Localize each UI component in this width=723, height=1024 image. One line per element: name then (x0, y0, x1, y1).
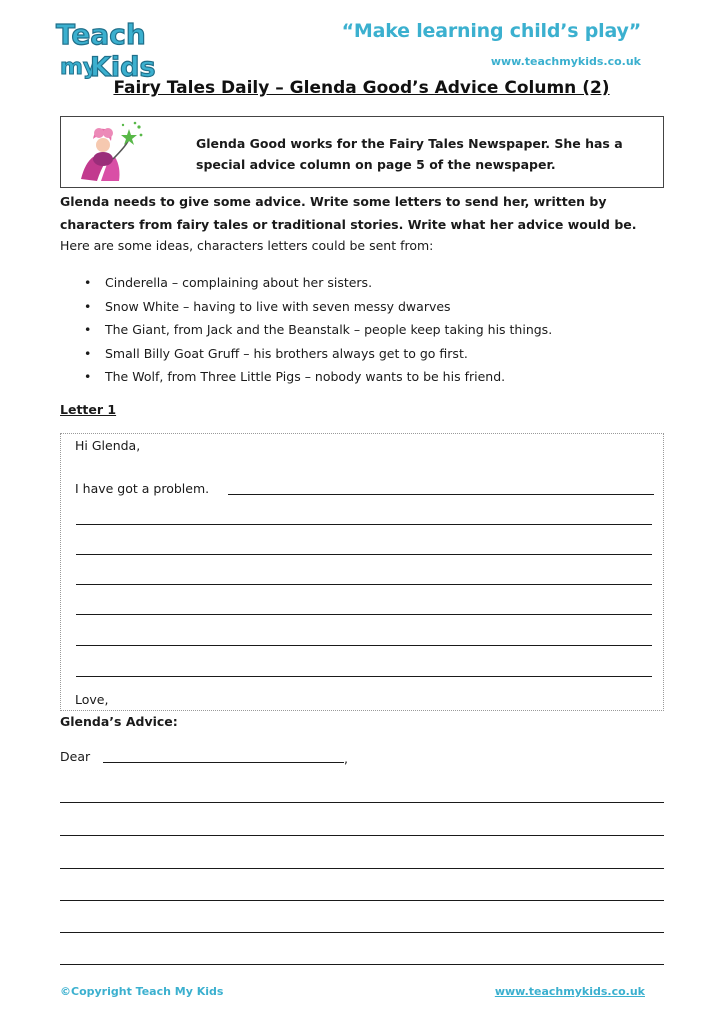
instructions: Glenda needs to give some advice. Write some letters to send her, written by characters from fairy tales or traditional stories. Write what her advice would be. (60, 194, 637, 232)
footer-website-link[interactable]: www.teachmykids.co.uk (494, 985, 645, 998)
letter-box (60, 433, 664, 711)
letter-write-line[interactable] (76, 676, 652, 677)
list-item: • Snow White – having to live with seven messy dwarves (84, 295, 552, 319)
logo-text-my: my (60, 55, 98, 80)
dear-name-line[interactable] (103, 762, 344, 763)
advice-write-line[interactable] (60, 900, 664, 901)
advice-write-line[interactable] (60, 932, 664, 933)
dear-label: Dear (60, 749, 91, 764)
advice-write-line[interactable] (60, 802, 664, 803)
list-item: • Cinderella – complaining about her sisters. (84, 271, 552, 295)
ideas-intro: Here are some ideas, characters letters could be sent from: (60, 238, 434, 253)
list-item: • Small Billy Goat Gruff – his brothers always get to go first. (84, 342, 552, 366)
letter-write-line[interactable] (76, 554, 652, 555)
advice-label: Glenda’s Advice: (60, 714, 178, 729)
copyright-text: ©Copyright Teach My Kids (60, 985, 224, 998)
fairy-godmother-icon (71, 119, 151, 185)
intro-box (60, 116, 664, 188)
ideas-list (84, 271, 552, 389)
logo-text-teach: Teach (56, 18, 146, 51)
advice-write-line[interactable] (60, 964, 664, 965)
header-website: www.teachmykids.co.uk (490, 55, 641, 68)
letter-write-line[interactable] (76, 524, 652, 525)
letter-label: Letter 1 (60, 402, 117, 417)
list-item: • The Wolf, from Three Little Pigs – nobody wants to be his friend. (84, 365, 552, 389)
tagline: “Make learning child’s play” (341, 20, 641, 42)
letter-write-line[interactable] (228, 494, 654, 495)
letter-write-line[interactable] (76, 645, 652, 646)
advice-write-line[interactable] (60, 835, 664, 836)
letter-greeting: Hi Glenda, (75, 438, 141, 453)
intro-text: Glenda Good works for the Fairy Tales Newspaper. She has a special advice column on page 5 of the newspaper. (196, 136, 623, 172)
teach-my-kids-logo (52, 14, 164, 84)
letter-problem-text: I have got a problem. (75, 481, 210, 496)
letter-write-line[interactable] (76, 614, 652, 615)
logo-text-kids: Kids (90, 52, 156, 83)
worksheet-title: Fairy Tales Daily – Glenda Good’s Advice Column (2) (113, 78, 610, 98)
letter-write-line[interactable] (76, 584, 652, 585)
dear-comma: , (344, 751, 348, 766)
advice-write-line[interactable] (60, 868, 664, 869)
list-item: • The Giant, from Jack and the Beanstalk – people keep taking his things. (84, 318, 552, 342)
letter-sign-off: Love, (75, 692, 109, 707)
